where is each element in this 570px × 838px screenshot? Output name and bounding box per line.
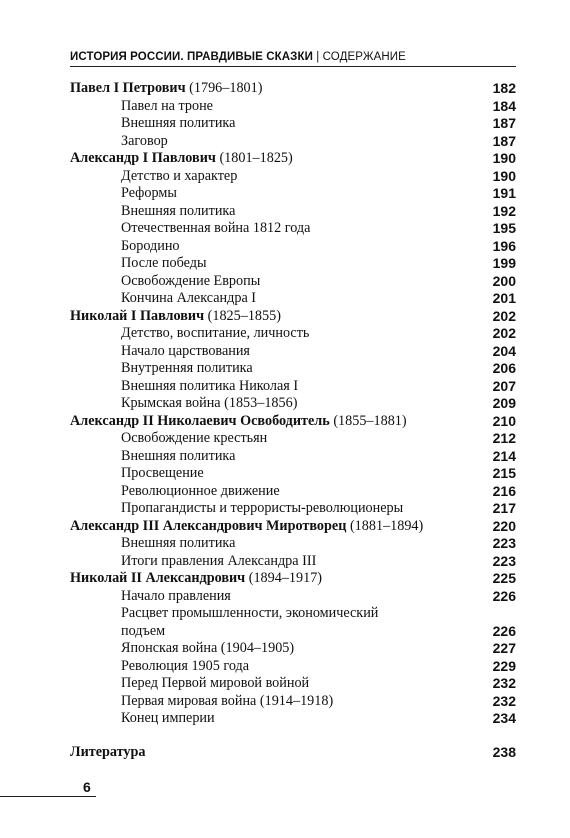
toc-entry-title: Александр III Александрович Миротворец bbox=[70, 517, 347, 534]
toc-chapter-entry bbox=[70, 744, 516, 762]
toc-subsection-entry bbox=[70, 255, 516, 273]
toc-entry-page: 199 bbox=[492, 255, 516, 271]
toc-subsection-entry bbox=[70, 360, 516, 378]
toc-subsection-entry bbox=[70, 343, 516, 361]
toc-entry-title: Внешняя политика bbox=[121, 202, 236, 219]
toc-chapter-entry bbox=[70, 570, 516, 588]
toc-entry-title: Начало царствования bbox=[121, 342, 250, 359]
toc-subsection-entry bbox=[70, 273, 516, 291]
toc-entry-title: Внешняя политика bbox=[121, 535, 236, 551]
toc-entry-title: Пропагандисты и террористы-революционеры bbox=[121, 500, 404, 516]
toc-subsection-entry bbox=[70, 588, 516, 606]
toc-entry-page: 202 bbox=[492, 307, 516, 324]
toc-entry-page: 226 bbox=[492, 622, 516, 639]
toc-chapter-entry bbox=[70, 413, 516, 431]
toc-entry-dates: (1855–1881) bbox=[329, 412, 407, 429]
toc-subsection-entry bbox=[70, 98, 516, 116]
toc-subsection-entry bbox=[70, 290, 516, 308]
toc-entry-page: 202 bbox=[492, 325, 516, 341]
toc-entry-title: Освобождение Европы bbox=[121, 272, 261, 289]
toc-entry-page: 215 bbox=[492, 465, 516, 481]
toc-entry-page: 214 bbox=[492, 447, 516, 464]
toc-entry-page: 225 bbox=[492, 570, 516, 586]
toc-entry-page: 238 bbox=[492, 743, 516, 760]
toc-subsection-entry bbox=[70, 378, 516, 396]
section-title: СОДЕРЖАНИЕ bbox=[322, 51, 406, 63]
toc-chapter-entry bbox=[70, 308, 516, 326]
toc-entry-title: Реформы bbox=[121, 185, 177, 201]
toc-subsection-entry bbox=[70, 168, 516, 186]
toc-entry-page: 232 bbox=[492, 692, 516, 709]
toc-subsection-entry bbox=[70, 658, 516, 676]
toc-subsection-entry bbox=[70, 448, 516, 466]
toc-entry-page: 227 bbox=[492, 640, 516, 656]
toc-entry-title: Перед Первой мировой войной bbox=[121, 675, 310, 691]
toc-subsection-entry bbox=[70, 675, 516, 693]
toc-subsection-entry bbox=[70, 185, 516, 203]
toc-entry-title: Конец империи bbox=[121, 710, 215, 726]
page-number: 6 bbox=[83, 779, 91, 795]
toc-entry-title: Кончина Александра I bbox=[121, 290, 257, 306]
toc-entry-page: 191 bbox=[492, 185, 516, 201]
toc-entry-title: Внешняя политика bbox=[121, 115, 236, 131]
toc-subsection-entry bbox=[70, 115, 516, 133]
header-separator: | bbox=[312, 51, 323, 63]
toc-entry-title: Просвещение bbox=[121, 465, 204, 481]
toc-entry-title: Внешняя политика bbox=[121, 447, 236, 464]
toc-subsection-entry bbox=[70, 465, 516, 483]
toc-entry-page: 190 bbox=[492, 150, 516, 166]
running-header bbox=[70, 51, 516, 63]
toc-subsection-entry bbox=[70, 238, 516, 256]
toc-entry-page: 200 bbox=[492, 272, 516, 289]
toc-subsection-entry bbox=[70, 395, 516, 413]
toc-entry-page: 226 bbox=[492, 587, 516, 604]
toc-subsection-entry bbox=[70, 535, 516, 553]
toc-entry-page: 217 bbox=[492, 500, 516, 516]
toc-entry-title: Революция 1905 года bbox=[121, 657, 250, 674]
toc-entry-title: Отечественная война 1812 года bbox=[121, 220, 311, 236]
toc-entry-page: 216 bbox=[492, 482, 516, 499]
toc-entry-dates: (1801–1825) bbox=[215, 150, 293, 166]
footer-rule bbox=[0, 796, 96, 797]
toc-entry-page: 196 bbox=[492, 237, 516, 254]
toc-entry-dates: (1796–1801) bbox=[185, 80, 263, 96]
toc-subsection-entry bbox=[70, 640, 516, 658]
header-rule bbox=[70, 66, 516, 67]
toc-entry-page: 207 bbox=[492, 377, 516, 394]
toc-entry-dates: (1881–1894) bbox=[346, 517, 424, 534]
toc-entry-title: Революционное движение bbox=[121, 482, 280, 499]
toc-entry-page: 223 bbox=[492, 535, 516, 551]
toc-chapter-entry bbox=[70, 150, 516, 168]
toc-entry-page: 229 bbox=[492, 657, 516, 674]
toc-entry-title: Николай II Александрович bbox=[70, 570, 246, 586]
toc-subsection-entry bbox=[70, 605, 516, 640]
toc-entry-page: 195 bbox=[492, 220, 516, 236]
toc-subsection-entry bbox=[70, 553, 516, 571]
toc-entry-title: Павел I Петрович bbox=[70, 80, 186, 96]
toc-spacer bbox=[70, 728, 516, 744]
toc-entry-title: Александр I Павлович bbox=[70, 150, 216, 166]
toc-chapter-entry bbox=[70, 518, 516, 536]
toc-entry-title: Внешняя политика Николая I bbox=[121, 377, 299, 394]
toc-entry-title: Николай I Павлович bbox=[70, 307, 205, 324]
toc-entry-title: Павел на троне bbox=[121, 97, 213, 114]
toc-entry-title: Детство, воспитание, личность bbox=[121, 325, 310, 341]
toc-entry-page: 234 bbox=[492, 710, 516, 726]
toc-entry-page: 201 bbox=[492, 290, 516, 306]
toc-subsection-entry bbox=[70, 220, 516, 238]
toc-entry-dates: (1825–1855) bbox=[204, 307, 281, 324]
toc-subsection-entry bbox=[70, 430, 516, 448]
toc-entry-page: 204 bbox=[492, 342, 516, 359]
toc-entry-title: Освобождение крестьян bbox=[121, 430, 268, 446]
toc-entry-page: 187 bbox=[492, 115, 516, 131]
toc-entry-page: 206 bbox=[492, 360, 516, 376]
toc-subsection-entry bbox=[70, 483, 516, 501]
toc-subsection-entry bbox=[70, 133, 516, 151]
toc-entry-page: 212 bbox=[492, 430, 516, 446]
toc-entry-title: Детство и характер bbox=[121, 167, 238, 184]
toc-entry-page: 210 bbox=[492, 412, 516, 429]
toc-chapter-entry bbox=[70, 80, 516, 98]
toc-entry-title: Внутренняя политика bbox=[121, 360, 253, 376]
toc-entry-page: 223 bbox=[492, 552, 516, 569]
toc-entry-page: 209 bbox=[492, 395, 516, 411]
toc-subsection-entry bbox=[70, 693, 516, 711]
toc-entry-dates: (1894–1917) bbox=[245, 570, 323, 586]
toc-entry-page: 184 bbox=[492, 97, 516, 114]
toc-entry-page: 190 bbox=[492, 167, 516, 184]
toc-entry-title: Начало правления bbox=[121, 587, 231, 604]
toc-entry-title: Александр II Николаевич Освободитель bbox=[70, 412, 330, 429]
toc-entry-title: Японская война (1904–1905) bbox=[121, 640, 295, 656]
toc-entry-page: 192 bbox=[492, 202, 516, 219]
toc-subsection-entry bbox=[70, 325, 516, 343]
toc-entry-title: Бородино bbox=[121, 237, 180, 254]
toc-entry-title: Расцвет промышленности, экономический подъем bbox=[121, 605, 379, 639]
toc-entry-title: Крымская война (1853–1856) bbox=[121, 395, 298, 411]
toc-subsection-entry bbox=[70, 710, 516, 728]
toc-subsection-entry bbox=[70, 203, 516, 221]
toc-entry-page: 182 bbox=[492, 80, 516, 96]
book-title: ИСТОРИЯ РОССИИ. ПРАВДИВЫЕ СКАЗКИ bbox=[70, 51, 313, 63]
toc-entry-title: Первая мировая война (1914–1918) bbox=[121, 692, 334, 709]
table-of-contents bbox=[70, 80, 516, 761]
toc-entry-page: 187 bbox=[492, 132, 516, 149]
toc-entry-page: 220 bbox=[492, 517, 516, 534]
toc-entry-title: Литература bbox=[70, 743, 146, 760]
toc-entry-title: Заговор bbox=[121, 132, 168, 149]
toc-entry-title: Итоги правления Александра III bbox=[121, 552, 317, 569]
toc-subsection-entry bbox=[70, 500, 516, 518]
toc-entry-page: 232 bbox=[492, 675, 516, 691]
toc-entry-title: После победы bbox=[121, 255, 207, 271]
